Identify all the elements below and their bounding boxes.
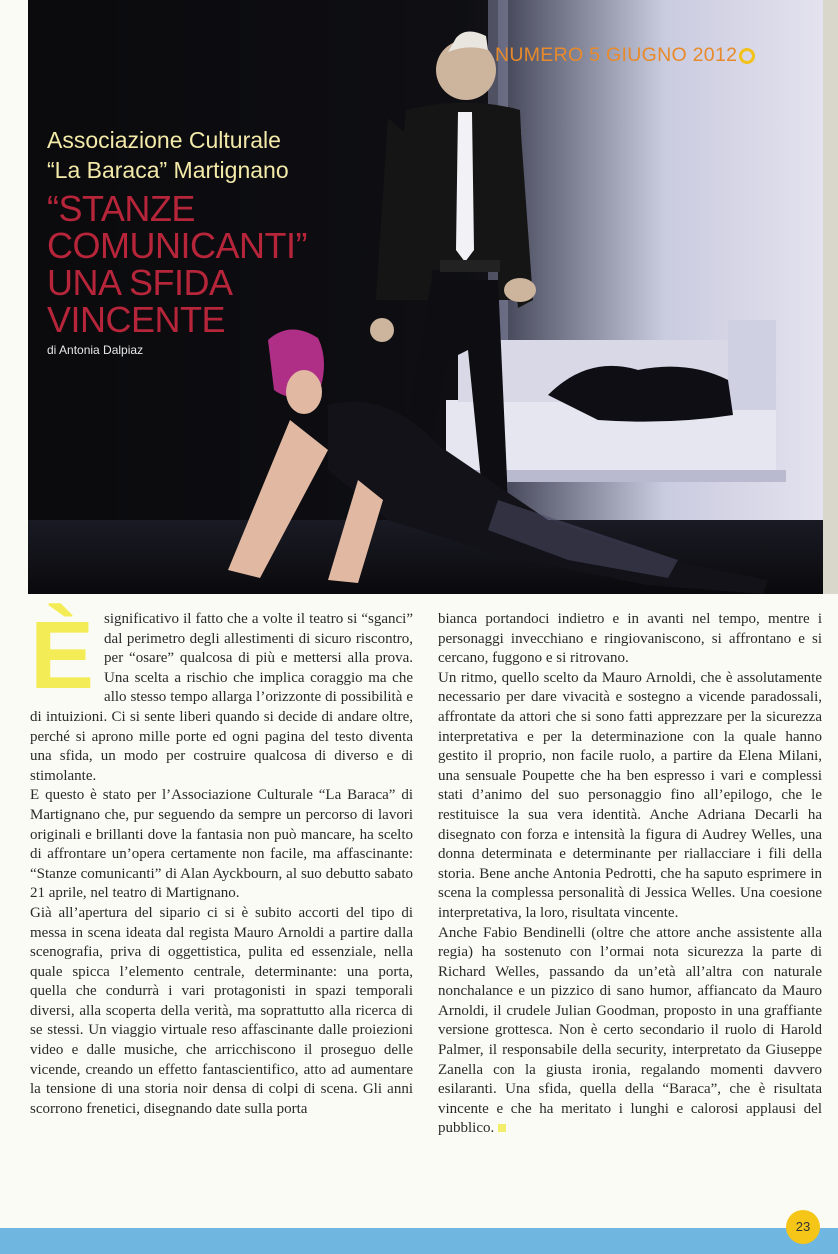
headline-line-2: COMUNICANTI”: [47, 225, 307, 266]
organization-title: [47, 125, 289, 185]
article-column-2: [438, 610, 822, 1139]
org-line-1: Associazione Culturale: [47, 127, 281, 153]
byline: di Antonia Dalpiaz: [47, 343, 144, 357]
issue-dot-icon: [739, 48, 755, 64]
paragraph-text: Anche Fabio Bendinelli (oltre che attore anche assistente alla regia) ha sostenuto con l’ormai nota sicurezza la parte di Richard Welles, passando da un’età all’altra con naturale nonchalance e un pizzico di sano humor, affiancato da Mauro Arnoldi, il crudele Julian Goodman, proposto in una graffiante versione grottesca. Non è certo secondario il ruolo di Harold Palmer, il responsabile della security, interpretato da Giuseppe Zanella con la giusta ironia, regalando momenti davvero esilaranti. Una sfida, quella della “Baraca”, che è risultata vincente e che ha meritato i lunghi e calorosi applausi del pubblico.: [438, 924, 822, 1137]
headline-line-1: “STANZE: [47, 188, 195, 229]
headline-line-3: UNA SFIDA: [47, 262, 233, 303]
paragraph: [438, 924, 822, 1140]
headline-line-4: VINCENTE: [47, 299, 226, 340]
paragraph: Già all’apertura del sipario ci si è subito accorti del tipo di messa in scena ideata dal regista Mauro Arnoldi a partire dalla scenografia, priva di oggettistica, pulita ed essenziale, nella quale spicca l’elemento centrale, determinante: una porta, quella che condurrà i vari protagonisti in spazi temporali diversi, alla scoperta della verità, ma soprattutto alla ricerca di se stessi. Un viaggio virtuale reso affascinante dalle proiezioni video e dalle musiche, che arricchiscono il proseguo delle vicende, creando un effetto fantascientifico, atto ad aumentare la tensione di una storia noir densa di colpi di scena. Gli anni scorrono frenetici, disegnando date sulla porta: [30, 904, 413, 1117]
headline: [47, 190, 307, 338]
drop-cap: È: [30, 602, 95, 709]
org-line-2: “La Baraca” Martignano: [47, 157, 289, 183]
paragraph: Un ritmo, quello scelto da Mauro Arnoldi, che è assolutamente necessario per dare vivacità e sostegno a vicende paradossali, affrontate da attori che si sono fatti apprezzare per la sicurezza interpretativa e per la determinazione con la quale hanno gestito il proprio, non facile ruolo, a partire da Elena Milani, una sensuale Poupette che ha ben espresso i vari e complessi stati d’animo del suo personaggio fino all’epilogo, che le restituisce la sua vera identità. Anche Adriana Decarli ha disegnato con forza e intensità la figura di Audrey Welles, una donna determinata e determinante per riallacciare i fili della storia. Bene anche Antonia Pedrotti, che ha saputo esprimere in scena la complessa personalità di Jessica Welles. Una coesione interpretativa, la loro, risultata vincente.: [438, 669, 822, 921]
issue-label: NUMERO 5 GIUGNO 2012: [495, 44, 825, 67]
article-column-1: [30, 602, 413, 1119]
page-edge: [823, 0, 838, 594]
paragraph: bianca portandoci indietro e in avanti nel tempo, mentre i personaggi invecchiano e ringiovaniscono, si affrontano e si cercano, fuggono e si ritrovano.: [438, 611, 822, 667]
end-mark-icon: [498, 1124, 506, 1132]
paragraph: significativo il fatto che a volte il teatro si “sganci” dal perimetro degli allestimenti di sicuro riscontro, per “osare” qualcosa di più e mettersi alla prova. Una scelta a rischio che implica coraggio ma che allo stesso tempo allarga l’orizzonte di possibilità e di intuizioni. Ci si sente liberi quando si decide di andare oltre, perché si aprono mille porte ed ogni pagina del testo diventa una sfida, un modo per costruire qualcosa di diverso e di stimolante.: [30, 611, 413, 784]
footer-bar: [0, 1228, 838, 1254]
page-number: 23: [786, 1210, 820, 1244]
paragraph: E questo è stato per l’Associazione Culturale “La Baraca” di Martignano che, pur seguendo da sempre un percorso di lavori originali e brillanti dove la fantasia non può mancare, ha scelto di affrontare un’opera certamente non facile, ma affascinante: “Stanze comunicanti” di Alan Ayckbourn, al suo debutto sabato 21 aprile, nel teatro di Martignano.: [30, 787, 413, 902]
